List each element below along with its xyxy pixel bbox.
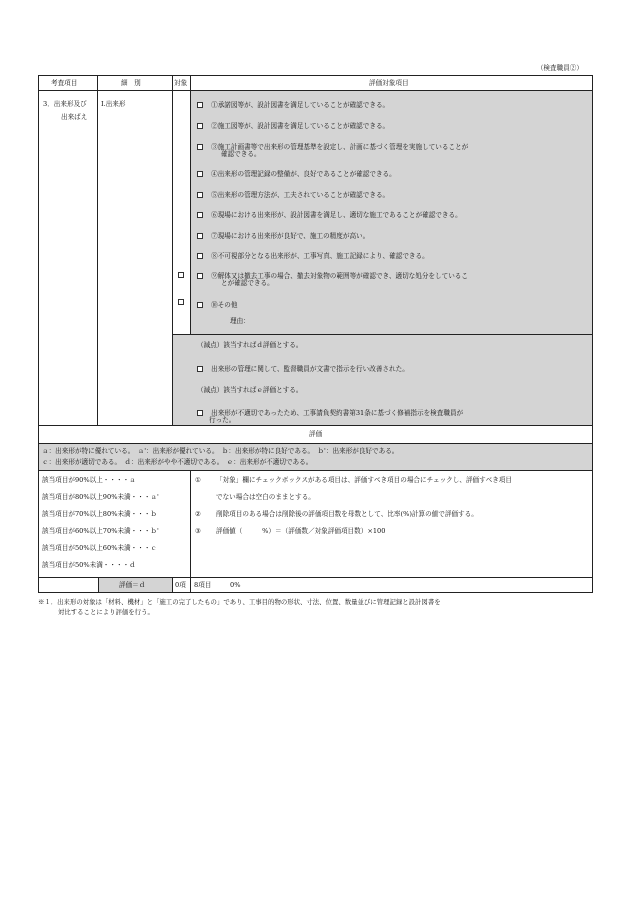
item-8: ⑧不可視部分となる出来形が、工事写真、施工記録により、確認できる。 [197, 250, 429, 260]
note-3-line1: 評価値（ %）＝（評価数／対象評価項目数）×100 [216, 527, 386, 535]
legend-line-2: ｃ：出来形が適切である。 ｄ：出来形がやや不適切である。 ｅ：出来形が不適切である。 [42, 458, 313, 466]
item-checkbox[interactable] [197, 102, 203, 108]
score-percent: 0% [230, 581, 241, 589]
threshold-d: 該当項目が50%未満・・・・ｄ [42, 561, 136, 569]
footnote-line-2: 対比することにより評価を行う。 [58, 608, 154, 616]
deduction-e-item-cont: 行った。 [209, 416, 236, 424]
deduction-checkbox[interactable] [197, 410, 203, 416]
note-3-num: ③ [195, 527, 201, 535]
note-2-line1: 削除項目のある場合は削除後の評価項目数を母数として、比率(%)計算の値で評価する。 [216, 510, 478, 518]
threshold-b-prime: 該当項目が60%以上70%未満・・・ｂ' [42, 527, 159, 535]
item-checkbox[interactable] [197, 302, 203, 308]
document-label: （検査職員②） [536, 64, 583, 72]
item-2: ②施工図等が、設計図書を満足していることが確認できる。 [197, 120, 389, 130]
subcategory: Ⅰ.出来形 [101, 100, 126, 108]
threshold-b: 該当項目が70%以上80%未満・・・ｂ [42, 510, 158, 518]
threshold-a-prime: 該当項目が80%以上90%未満・・・ａ' [42, 493, 159, 501]
item-3: ③施工計画書等で出来形の管理基準を設定し、計画に基づく管理を実施していることが [197, 141, 468, 151]
evaluation-title: 評価 [309, 430, 323, 438]
item-10: ⑩その他 [197, 299, 237, 309]
footnote-line-1: ※１．出来形の対象は「材料、機材」と「施工の完了したもの」であり、工事目的物の形状、寸法、位置、数量並びに管理記録と設計図書を [38, 598, 441, 606]
item-checkbox[interactable] [197, 212, 203, 218]
note-1-num: ① [195, 476, 201, 484]
item-checkbox[interactable] [197, 273, 203, 279]
score-count: 0項 [175, 581, 186, 589]
deduction-checkbox[interactable] [197, 366, 203, 372]
item-3-cont: 確認できる。 [221, 150, 261, 158]
note-1-line1: 「対象」欄にチェックボックスがある項目は、評価すべき項目の場合にチェックし、評価すべき項目 [216, 476, 512, 484]
deduction-d-item: 出来形の管理に関して、監督職員が文書で指示を行い改善された。 [197, 363, 409, 373]
header-subcategory: 細 別 [121, 79, 141, 87]
target-checkbox-item-10[interactable] [178, 299, 184, 305]
item-5: ⑤出来形の管理方法が、工夫されていることが確認できる。 [197, 189, 389, 199]
deduction-e-item: 出来形が不適切であったため、工事請負契約書第31条に基づく修補指示を検査職員が [197, 407, 463, 417]
header-evaluation-items: 評価対象項目 [369, 79, 409, 87]
deduction-d-header: （減点）該当すればｄ評価とする。 [197, 341, 303, 349]
item-checkbox[interactable] [197, 123, 203, 129]
deduction-e-header: （減点）該当すればｅ評価とする。 [197, 386, 303, 394]
item-1: ①承諾図等が、設計図書を満足していることが確認できる。 [197, 99, 389, 109]
item-9: ⑨解体又は撤去工事の場合、撤去対象物の範囲等が確認でき、適切な処分をしているこ [197, 270, 468, 280]
category-line1: 3．出来形及び [43, 100, 87, 108]
item-4: ④出来形の管理記録の整備が、良好であることが確認できる。 [197, 168, 396, 178]
item-7: ⑦現場における出来形が良好で、施工の精度が高い。 [197, 230, 369, 240]
item-checkbox[interactable] [197, 171, 203, 177]
item-checkbox[interactable] [197, 253, 203, 259]
header-target: 対象 [174, 79, 188, 87]
category-line2: 出来ばえ [61, 113, 88, 121]
note-2-num: ② [195, 510, 201, 518]
item-checkbox[interactable] [197, 144, 203, 150]
header-category: 考査項目 [51, 79, 78, 87]
reason-label: 理由： [230, 317, 250, 325]
threshold-a: 該当項目が90%以上・・・・ａ [42, 476, 136, 484]
rating-value: 評価＝ｄ [119, 581, 146, 589]
item-checkbox[interactable] [197, 233, 203, 239]
target-checkbox-item-9[interactable] [178, 272, 184, 278]
note-1-line2: でない場合は空白のままとする。 [216, 493, 315, 501]
item-6: ⑥現場における出来形が、設計図書を満足し、適切な施工であることが確認できる。 [197, 209, 462, 219]
score-items: 8項目 [194, 581, 212, 589]
threshold-c: 該当項目が50%以上60%未満・・・ｃ [42, 544, 158, 552]
item-9-cont: とが確認できる。 [221, 279, 274, 287]
item-checkbox[interactable] [197, 192, 203, 198]
legend-line-1: ａ：出来形が特に優れている。 ａ'：出来形が優れている。 ｂ：出来形が特に良好である。 ｂ'：出来形が良好である。 [42, 447, 399, 455]
